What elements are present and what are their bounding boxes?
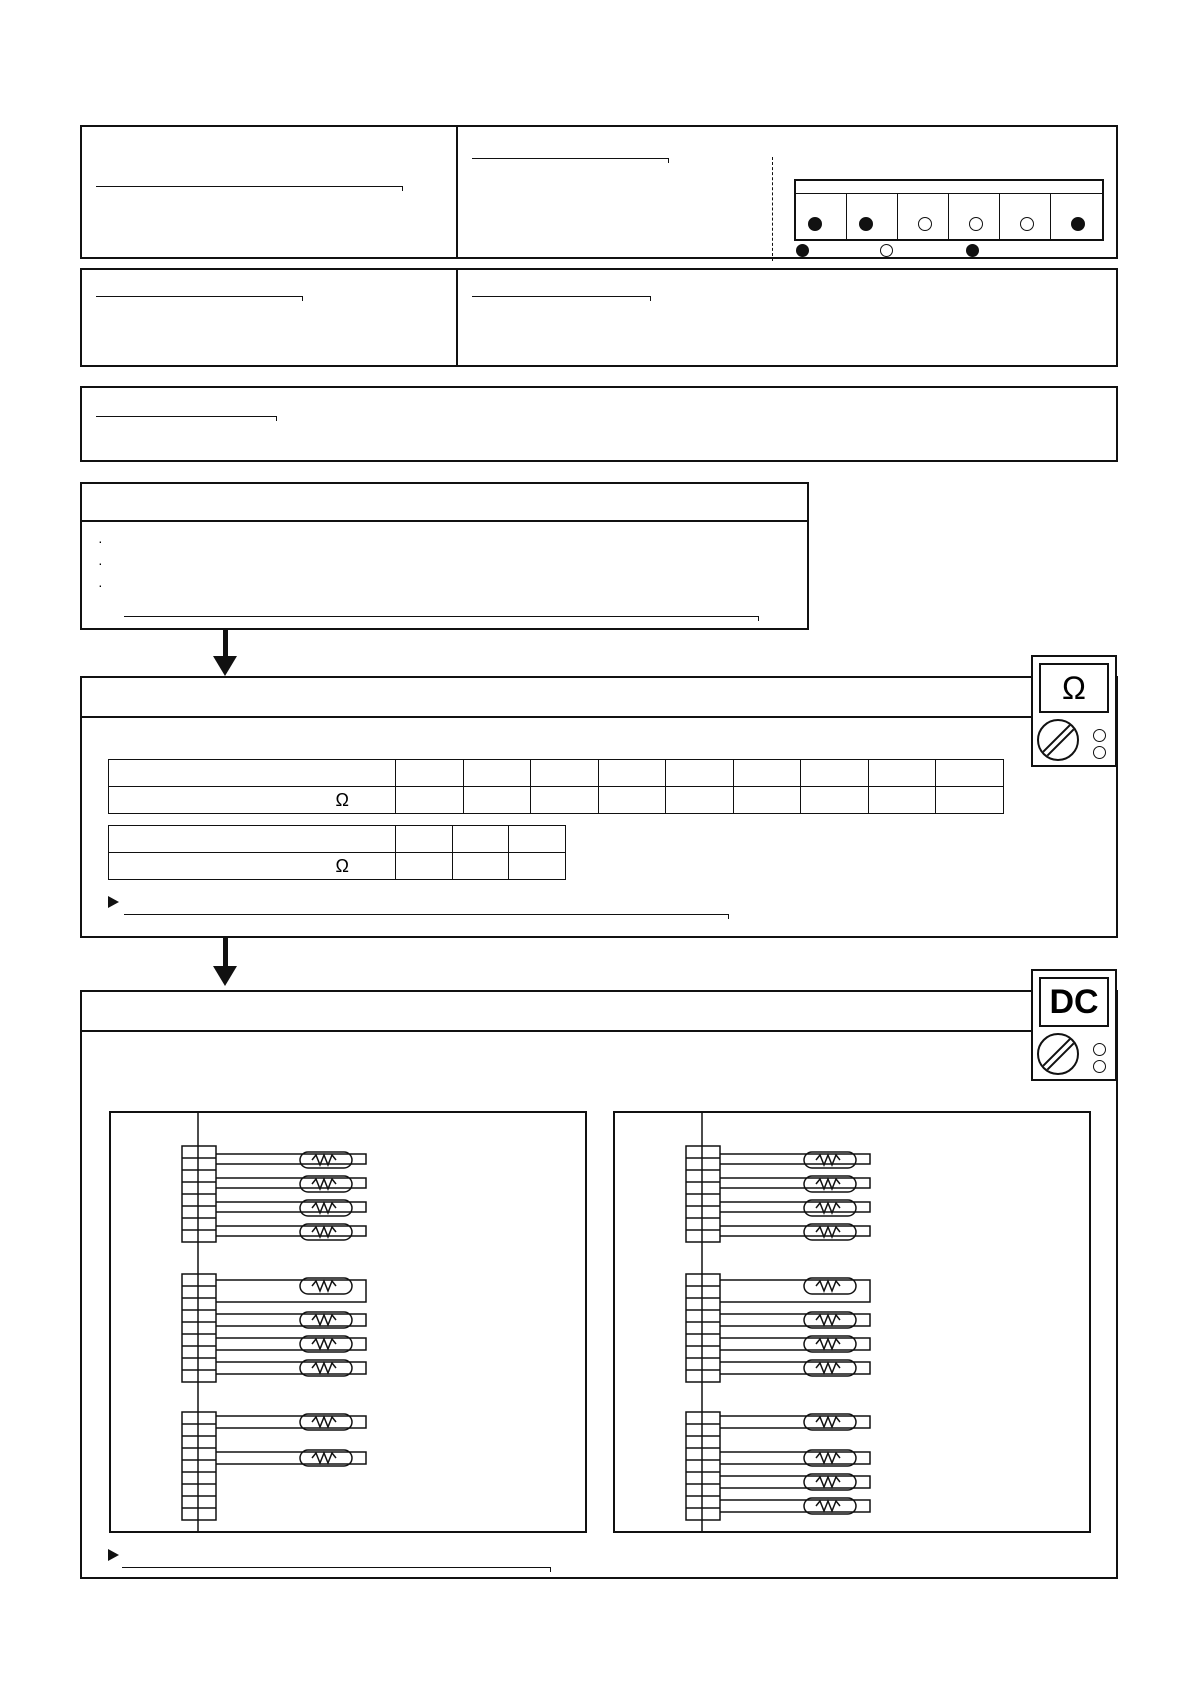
connector-block (182, 1146, 216, 1242)
note-box (80, 386, 1118, 462)
resistor-loop (216, 1312, 366, 1328)
resistor-loop (720, 1474, 870, 1490)
meter-jack (1093, 729, 1106, 742)
info-left-box (80, 268, 458, 367)
precondition-box (80, 482, 809, 630)
header-left-box (80, 125, 458, 259)
header-right-underline (472, 158, 668, 159)
dc-result-underline (122, 1567, 550, 1568)
dc-label: DC (1049, 983, 1099, 1021)
pin-filled (859, 217, 873, 231)
resistor-loop (216, 1224, 366, 1240)
wiring-panel-left (110, 1112, 586, 1532)
ohm-unit: Ω (335, 855, 349, 876)
result-pointer (108, 1549, 119, 1561)
meter-knob (1037, 719, 1079, 761)
resistor-loop (720, 1200, 870, 1216)
meter-jack (1093, 746, 1106, 759)
pin-filled (808, 217, 822, 231)
pin-empty (1020, 217, 1034, 231)
resistor-loop (216, 1336, 366, 1352)
resistor-loop (720, 1152, 870, 1168)
resistor-loop (216, 1152, 366, 1168)
bullet: · (98, 577, 103, 593)
meter-jack (1093, 1043, 1106, 1056)
resistor-loop (216, 1176, 366, 1192)
connector-block (686, 1274, 720, 1382)
resistance-table-2 (108, 825, 566, 880)
wiring-panel-right (614, 1112, 1090, 1532)
connector-pin-diagram (794, 179, 1104, 241)
resistor-loop (216, 1200, 366, 1216)
meter-screen (1039, 663, 1109, 713)
resistor-loop (720, 1224, 870, 1240)
resistor-loop (216, 1278, 366, 1302)
resistor-loop (720, 1414, 870, 1430)
bullet: · (98, 533, 103, 549)
dc-check-box (80, 990, 1118, 1579)
resistor-loop (720, 1336, 870, 1352)
pin-empty (969, 217, 983, 231)
precondition-underline (124, 616, 758, 617)
meter-jack (1093, 1060, 1106, 1073)
meter-screen (1039, 977, 1109, 1027)
meter-knob (1037, 1033, 1079, 1075)
result-pointer (108, 896, 119, 908)
resistor-loop (216, 1450, 366, 1466)
pin-filled (1071, 217, 1085, 231)
legend-dot-filled (966, 244, 979, 257)
info-right-underline (472, 296, 650, 297)
resistance-table-1 (108, 759, 1004, 814)
legend-dot-filled (796, 244, 809, 257)
resistor-loop (720, 1278, 870, 1302)
resistor-loop (720, 1360, 870, 1376)
connector-block (182, 1274, 216, 1382)
resistor-loop (720, 1450, 870, 1466)
resistor-loop (720, 1498, 870, 1514)
wiring-diagrams (82, 992, 1116, 1577)
resistor-loop (216, 1414, 366, 1430)
header-left-underline (96, 186, 402, 187)
bullet: · (98, 555, 103, 571)
resistor-loop (720, 1176, 870, 1192)
pin-empty (918, 217, 932, 231)
note-underline (96, 416, 276, 417)
ohm-unit: Ω (335, 789, 349, 810)
ohmmeter-icon (1031, 655, 1117, 767)
connector-block (686, 1412, 720, 1520)
info-right-box (456, 268, 1118, 367)
header-right-box (456, 125, 1118, 259)
resistor-loop (216, 1360, 366, 1376)
dashed-divider (772, 157, 773, 261)
connector-block (182, 1412, 216, 1520)
resistance-result-underline (124, 914, 728, 915)
legend-dot-empty (880, 244, 893, 257)
info-left-underline (96, 296, 302, 297)
dc-voltmeter-icon (1031, 969, 1117, 1081)
ohm-label: Ω (1062, 670, 1086, 706)
connector-block (686, 1146, 720, 1242)
resistance-check-box (80, 676, 1118, 938)
resistor-loop (720, 1312, 870, 1328)
